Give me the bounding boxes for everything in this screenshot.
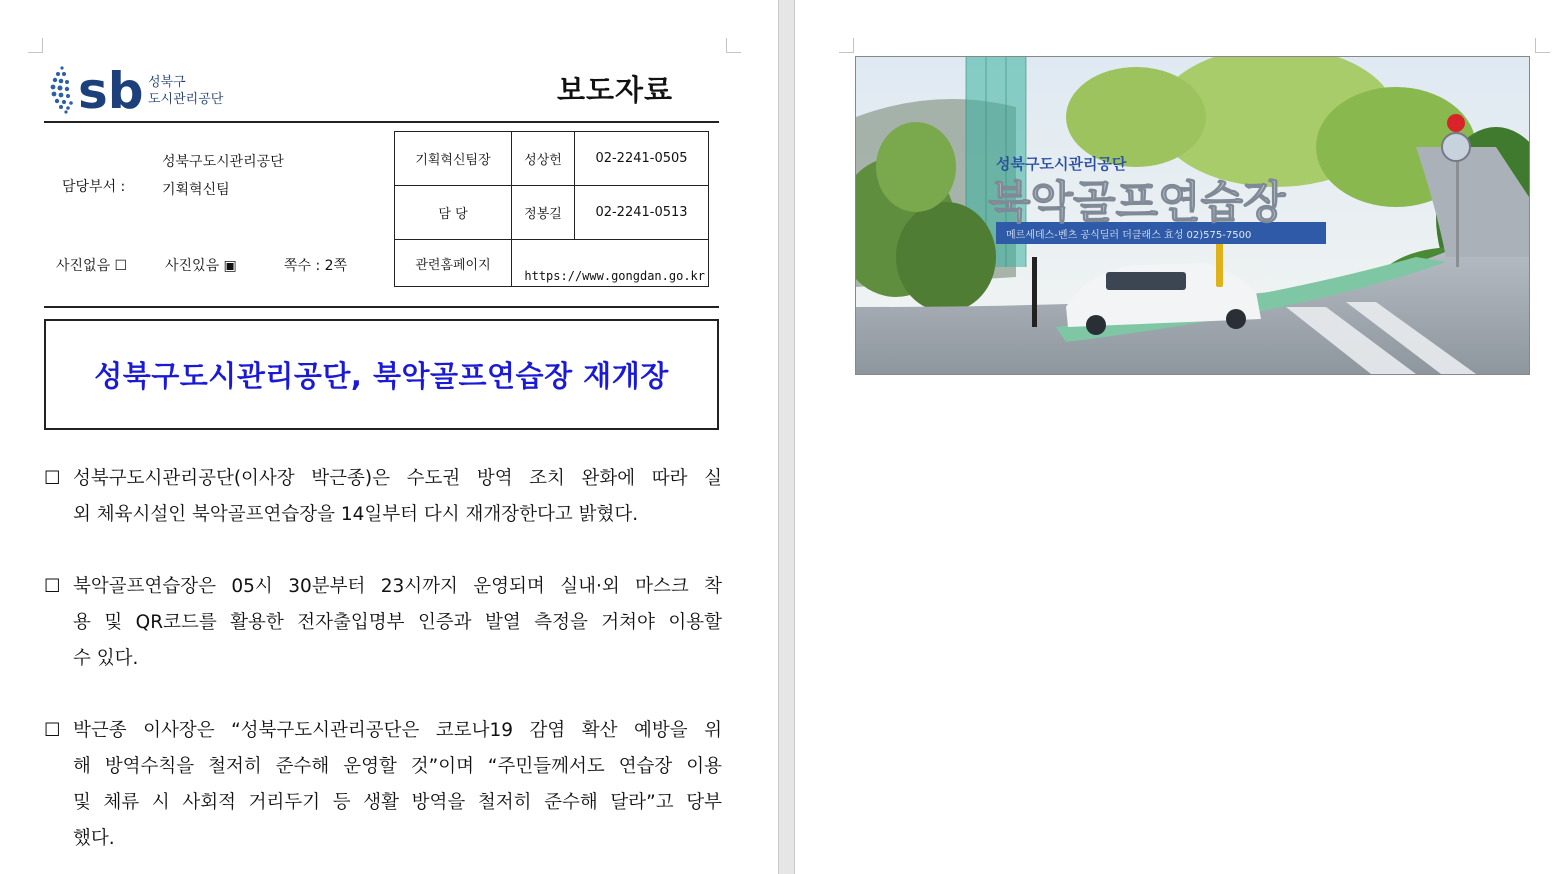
document-page-2 xyxy=(795,0,1568,874)
table-row xyxy=(395,186,709,240)
header-rule xyxy=(44,121,719,123)
page-count: 쪽수 : 2쪽 xyxy=(284,258,348,274)
photo-image xyxy=(856,57,1529,374)
photo-none-checkbox: 사진없음 ☐ xyxy=(56,258,128,274)
bullet-box: ☐ xyxy=(44,468,61,489)
paragraph-3 xyxy=(44,713,722,857)
paragraph-line: 및 체류 시 사회적 거리두기 등 생활 방역을 철저히 준수해 달라”고 당부 xyxy=(73,792,722,813)
contact-role: 기획혁신팀장 xyxy=(395,132,512,186)
sign-subtitle: 메르세데스-벤츠 공식딜러 더클래스 효성 02)575-7500 xyxy=(1006,230,1252,241)
contact-name: 성상헌 xyxy=(512,132,575,186)
paragraph-line: 외 체육시설인 북악골프연습장을 14일부터 다시 재개장한다고 밝혔다. xyxy=(73,504,639,525)
document-page-1 xyxy=(0,0,778,874)
margin-corner-top-right xyxy=(1535,38,1550,53)
headline-box xyxy=(44,319,719,430)
paragraph-line: 북악골프연습장은 05시 30분부터 23시까지 운영되며 실내·외 마스크 착 xyxy=(73,576,722,597)
paragraph-line: 용 및 QR코드를 활용한 전자출입명부 인증과 발열 측정을 거쳐야 이용할 xyxy=(73,612,722,633)
bullet-box: ☐ xyxy=(44,720,61,741)
bullet-box: ☐ xyxy=(44,576,61,597)
sign-title: 북악골프연습장 xyxy=(988,177,1286,228)
homepage-link[interactable]: https://www.gongdan.go.kr xyxy=(512,240,709,287)
doc-type-heading: 보도자료 xyxy=(557,73,674,107)
contact-phone: 02-2241-0505 xyxy=(575,132,709,186)
contact-role: 담 당 xyxy=(395,186,512,240)
paragraph-1 xyxy=(44,461,722,533)
paragraph-line: 박근종 이사장은 “성북구도시관리공단은 코로나19 감염 확산 예방을 위 xyxy=(73,720,722,741)
headline: 성북구도시관리공단, 북악골프연습장 재개장 xyxy=(94,359,669,393)
paragraph-line: 했다. xyxy=(73,828,115,849)
svg-text:sb: sb xyxy=(78,62,144,120)
paragraph-line: 성북구도시관리공단(이사장 박근종)은 수도권 방역 조치 완화에 따라 실 xyxy=(73,468,722,489)
info-rule xyxy=(44,306,719,308)
contact-table xyxy=(394,131,709,287)
margin-corner-top-left xyxy=(839,38,854,53)
contact-name: 정봉길 xyxy=(512,186,575,240)
margin-corner-top-right xyxy=(726,38,741,53)
table-row xyxy=(395,240,709,287)
page-gutter xyxy=(778,0,795,874)
contact-role: 관련홈페이지 xyxy=(395,240,512,287)
paragraph-2 xyxy=(44,569,722,677)
margin-corner-top-left xyxy=(28,38,43,53)
dept-label: 담당부서 : xyxy=(62,179,126,195)
table-row xyxy=(395,132,709,186)
logo-org-name: 성북구 도시관리공단 xyxy=(148,75,224,107)
paragraph-line: 수 있다. xyxy=(73,648,139,669)
contact-phone: 02-2241-0513 xyxy=(575,186,709,240)
paragraph-line: 해 방역수칙을 철저히 준수해 운영할 것”이며 “주민들께서도 연습장 이용 xyxy=(73,756,722,777)
golf-range-photo[interactable] xyxy=(855,56,1530,375)
sign-org: 성북구도시관리공단 xyxy=(996,155,1127,173)
dept-name-line2: 기획혁신팀 xyxy=(162,182,230,198)
photo-yes-checkbox: 사진있음 ▣ xyxy=(165,258,237,274)
dept-name-line1: 성북구도시관리공단 xyxy=(162,154,284,170)
